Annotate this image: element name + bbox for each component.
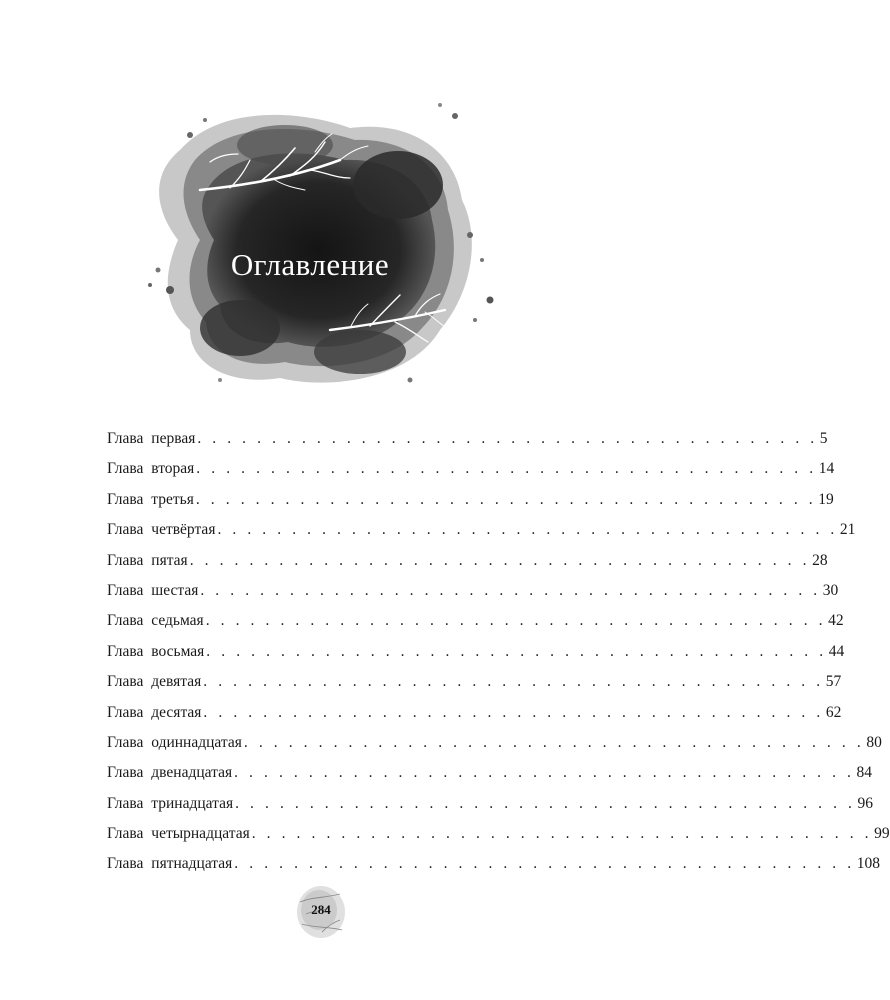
toc-entry-title: Глава седьмая	[107, 612, 204, 630]
toc-entry[interactable]	[107, 606, 844, 636]
dot-leader: . . . . . . . . . . . . . . . . . . . . . . . . . . . . . . . . . . . . . . . . . .	[235, 794, 856, 812]
dot-leader: . . . . . . . . . . . . . . . . . . . . . . . . . . . . . . . . . . . . . . . . . .	[251, 825, 873, 843]
toc-entry[interactable]	[107, 698, 842, 728]
toc-entry-page: 21	[839, 521, 856, 539]
toc-entry[interactable]	[107, 515, 856, 545]
toc-entry[interactable]	[107, 849, 880, 879]
toc-entry[interactable]	[107, 789, 874, 819]
dot-leader: . . . . . . . . . . . . . . . . . . . . . . . . . . . . . . . . . . . . . . . . . .	[205, 612, 827, 630]
toc-entry-title: Глава четвёртая	[107, 521, 216, 539]
toc-entry[interactable]	[107, 454, 835, 484]
toc-entry-title: Глава девятая	[107, 673, 202, 691]
dot-leader: . . . . . . . . . . . . . . . . . . . . . . . . . . . . . . . . . . . . . . . . . .	[197, 430, 818, 447]
toc-entry[interactable]	[107, 728, 882, 758]
toc-entry-title: Глава четырнадцатая	[107, 825, 250, 843]
toc-entry-page: 5	[819, 430, 828, 447]
toc-entry-page: 84	[856, 764, 873, 782]
dot-leader: . . . . . . . . . . . . . . . . . . . . . . . . . . . . . . . . . . . . . . . . . .	[203, 703, 824, 721]
toc-entry-title: Глава пятая	[107, 551, 188, 569]
toc-entry[interactable]	[107, 637, 845, 667]
contents-heading: Оглавление	[230, 246, 390, 282]
table-of-contents	[107, 424, 890, 880]
dot-leader: . . . . . . . . . . . . . . . . . . . . . . . . . . . . . . . . . . . . . . . . . .	[206, 642, 827, 660]
toc-entry-page: 57	[825, 673, 842, 691]
toc-entry-page: 99	[874, 825, 890, 843]
toc-entry-page: 30	[822, 581, 839, 599]
toc-entry-title: Глава шестая	[107, 581, 199, 599]
toc-entry[interactable]	[107, 819, 890, 849]
toc-entry-page: 42	[828, 612, 844, 630]
toc-entry-title: Глава третья	[107, 490, 194, 508]
dot-leader: . . . . . . . . . . . . . . . . . . . . . . . . . . . . . . . . . . . . . . . . . .	[195, 490, 817, 508]
toc-entry-title: Глава первая	[107, 430, 196, 447]
dot-leader: . . . . . . . . . . . . . . . . . . . . . . . . . . . . . . . . . . . . . . . . . .	[234, 855, 855, 873]
toc-entry-title: Глава восьмая	[107, 642, 205, 660]
dot-leader: . . . . . . . . . . . . . . . . . . . . . . . . . . . . . . . . . . . . . . . . . .	[243, 733, 865, 751]
toc-entry-page: 44	[828, 642, 845, 660]
dot-leader: . . . . . . . . . . . . . . . . . . . . . . . . . . . . . . . . . . . . . . . . . .	[189, 551, 811, 569]
toc-entry-page: 96	[857, 794, 874, 812]
dot-leader: . . . . . . . . . . . . . . . . . . . . . . . . . . . . . . . . . . . . . . . . . .	[234, 764, 855, 782]
toc-entry-page: 14	[818, 460, 835, 478]
page-number: 284	[311, 902, 331, 917]
dot-leader: . . . . . . . . . . . . . . . . . . . . . . . . . . . . . . . . . . . . . . . . . .	[203, 673, 824, 691]
ink-blot-illustration	[110, 90, 510, 400]
toc-entry[interactable]	[107, 667, 842, 697]
toc-entry-page: 62	[825, 703, 842, 721]
toc-entry-page: 80	[866, 733, 882, 751]
toc-entry[interactable]	[107, 758, 873, 788]
toc-entry-title: Глава пятнадцатая	[107, 855, 233, 873]
toc-entry[interactable]	[107, 576, 839, 606]
toc-entry-title: Глава десятая	[107, 703, 202, 721]
toc-entry-title: Глава одиннадцатая	[107, 733, 242, 751]
toc-entry[interactable]	[107, 485, 834, 515]
dot-leader: . . . . . . . . . . . . . . . . . . . . . . . . . . . . . . . . . . . . . . . . . .	[196, 460, 817, 478]
dot-leader: . . . . . . . . . . . . . . . . . . . . . . . . . . . . . . . . . . . . . . . . . .	[200, 581, 821, 599]
toc-entry-page: 28	[812, 551, 828, 569]
toc-entry-page: 108	[856, 855, 880, 873]
toc-entry[interactable]	[107, 546, 828, 576]
dot-leader: . . . . . . . . . . . . . . . . . . . . . . . . . . . . . . . . . . . . . . . . . .	[217, 521, 838, 539]
toc-entry[interactable]	[107, 424, 828, 454]
toc-entry-title: Глава тринадцатая	[107, 794, 234, 812]
toc-entry-page: 19	[818, 490, 834, 508]
toc-entry-title: Глава вторая	[107, 460, 195, 478]
toc-entry-title: Глава двенадцатая	[107, 764, 233, 782]
